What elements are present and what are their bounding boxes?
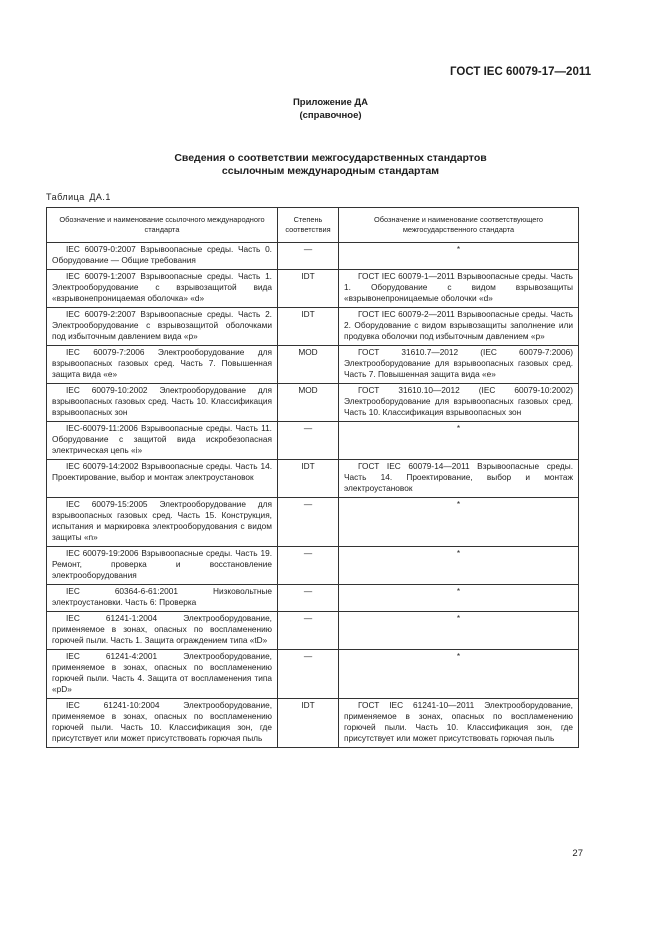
cell-degree: MOD [278,346,339,384]
cell-gost: ГОСТ IEC 60079-1—2011 Взрывоопасные среды. Часть 1. Оборудование с видом взрывозащиты «взрывонепроницаемые оболочки «d» [339,270,579,308]
cell-degree: — [278,498,339,547]
header-ref-standard: Обозначение и наименование ссылочного международного стандарта [47,208,278,243]
cell-degree: IDT [278,270,339,308]
cell-gost: ГОСТ 31610.10—2012 (IEC 60079-10:2002) Электрооборудование для взрывоопасных газовых сред. Часть 10. Классификация взрывоопасных зон [339,384,579,422]
cell-degree: MOD [278,384,339,422]
cell-gost: * [339,650,579,699]
table-row [47,243,579,270]
table-row [47,384,579,422]
table-row [47,308,579,346]
table-row [47,270,579,308]
cell-ref: IEC-60079-11:2006 Взрывоопасные среды. Часть 11. Оборудование с защитой вида искробезопасная электрическая цепь «i» [47,422,278,460]
cell-degree: — [278,612,339,650]
cell-ref: IEC 60079-7:2006 Электрооборудование для взрывоопасных газовых сред. Часть 7. Повышенная защита вида «е» [47,346,278,384]
cell-ref: IEC 60079-1:2007 Взрывоопасные среды. Часть 1. Электрооборудование с взрывозащитой вида «взрывонепроницаемая оболочка» «d» [47,270,278,308]
table-label-number: ДА.1 [89,192,111,202]
cell-gost: ГОСТ IEC 61241-10—2011 Электрооборудование, применяемое в зонах, опасных по воспламенению горючей пыли. Часть 10. Классификация зон, где присутствует или может присутствовать горючая пыль [339,699,579,748]
cell-gost: * [339,498,579,547]
cell-ref: IEC 61241-1:2004 Электрооборудование, применяемое в зонах, опасных по воспламенению горючей пыли. Часть 1. Защита ограждением типа «tD» [47,612,278,650]
cell-degree: IDT [278,460,339,498]
cell-gost: * [339,422,579,460]
header-degree: Степень соответствия [278,208,339,243]
annex-status: (справочное) [299,110,362,121]
cell-degree: IDT [278,308,339,346]
cell-degree: — [278,422,339,460]
table-row [47,422,579,460]
table-label-word: Таблица [46,192,85,202]
table-row [47,612,579,650]
table-row [47,547,579,585]
cell-gost: ГОСТ 31610.7—2012 (IEC 60079-7:2006) Электрооборудование для взрывоопасных газовых сред. Часть 7. Повышенная защита вида «е» [339,346,579,384]
cell-ref: IEC 60364-6-61:2001 Низковольтные электроустановки. Часть 6: Проверка [47,585,278,612]
table-row [47,460,579,498]
cell-degree: — [278,547,339,585]
cell-ref: IEC 60079-0:2007 Взрывоопасные среды. Часть 0. Оборудование — Общие требования [47,243,278,270]
section-title-line1: Сведения о соответствии межгосударственных стандартов [174,152,487,164]
page-number: 27 [572,848,583,859]
cell-ref: IEC 61241-10:2004 Электрооборудование, применяемое в зонах, опасных по воспламенению горючей пыли. Часть 10. Классификация зон, где присутствует или может присутствовать горючая пыль [47,699,278,748]
cell-ref: IEC 60079-2:2007 Взрывоопасные среды. Часть 2. Электрооборудование с взрывозащитой оболочками под избыточным давлением вида «p» [47,308,278,346]
cell-gost: * [339,547,579,585]
cell-gost: ГОСТ IEC 60079-2—2011 Взрывоопасные среды. Часть 2. Оборудование с видом взрывозащиты заполнение или продувка оболочки под избыточным давлением «p» [339,308,579,346]
table-label [46,192,111,202]
table-row [47,346,579,384]
section-title [0,152,661,178]
cell-gost: * [339,612,579,650]
correspondence-table [46,207,579,748]
annex-heading [0,96,661,122]
cell-degree: IDT [278,699,339,748]
table-row [47,498,579,547]
cell-degree: — [278,585,339,612]
section-title-line2: ссылочным международным стандартам [221,165,440,177]
cell-gost: ГОСТ IEC 60079-14—2011 Взрывоопасные среды. Часть 14. Проектирование, выбор и монтаж электроустановок [339,460,579,498]
cell-degree: — [278,650,339,699]
table-row [47,699,579,748]
cell-ref: IEC 60079-19:2006 Взрывоопасные среды. Часть 19. Ремонт, проверка и восстановление электрооборудования [47,547,278,585]
cell-ref: IEC 60079-10:2002 Электрооборудование для взрывоопасных газовых сред. Часть 10. Классификация взрывоопасных зон [47,384,278,422]
table-header-row [47,208,579,243]
header-gost-standard: Обозначение и наименование соответствующего межгосударственного стандарта [339,208,579,243]
document-header: ГОСТ IEC 60079-17—2011 [450,66,591,78]
table-row [47,650,579,699]
cell-ref: IEC 60079-15:2005 Электрооборудование для взрывоопасных газовых сред. Часть 15. Конструкция, испытания и маркировка электрооборудования с видом защиты «n» [47,498,278,547]
annex-title: Приложение ДА [292,97,369,108]
cell-ref: IEC 60079-14:2002 Взрывоопасные среды. Часть 14. Проектирование, выбор и монтаж электроустановок [47,460,278,498]
cell-gost: * [339,585,579,612]
cell-ref: IEC 61241-4:2001 Электрооборудование, применяемое в зонах, опасных по воспламенению горючей пыли. Часть 4. Защита от воспламенения типа «pD» [47,650,278,699]
table-row [47,585,579,612]
cell-gost: * [339,243,579,270]
cell-degree: — [278,243,339,270]
